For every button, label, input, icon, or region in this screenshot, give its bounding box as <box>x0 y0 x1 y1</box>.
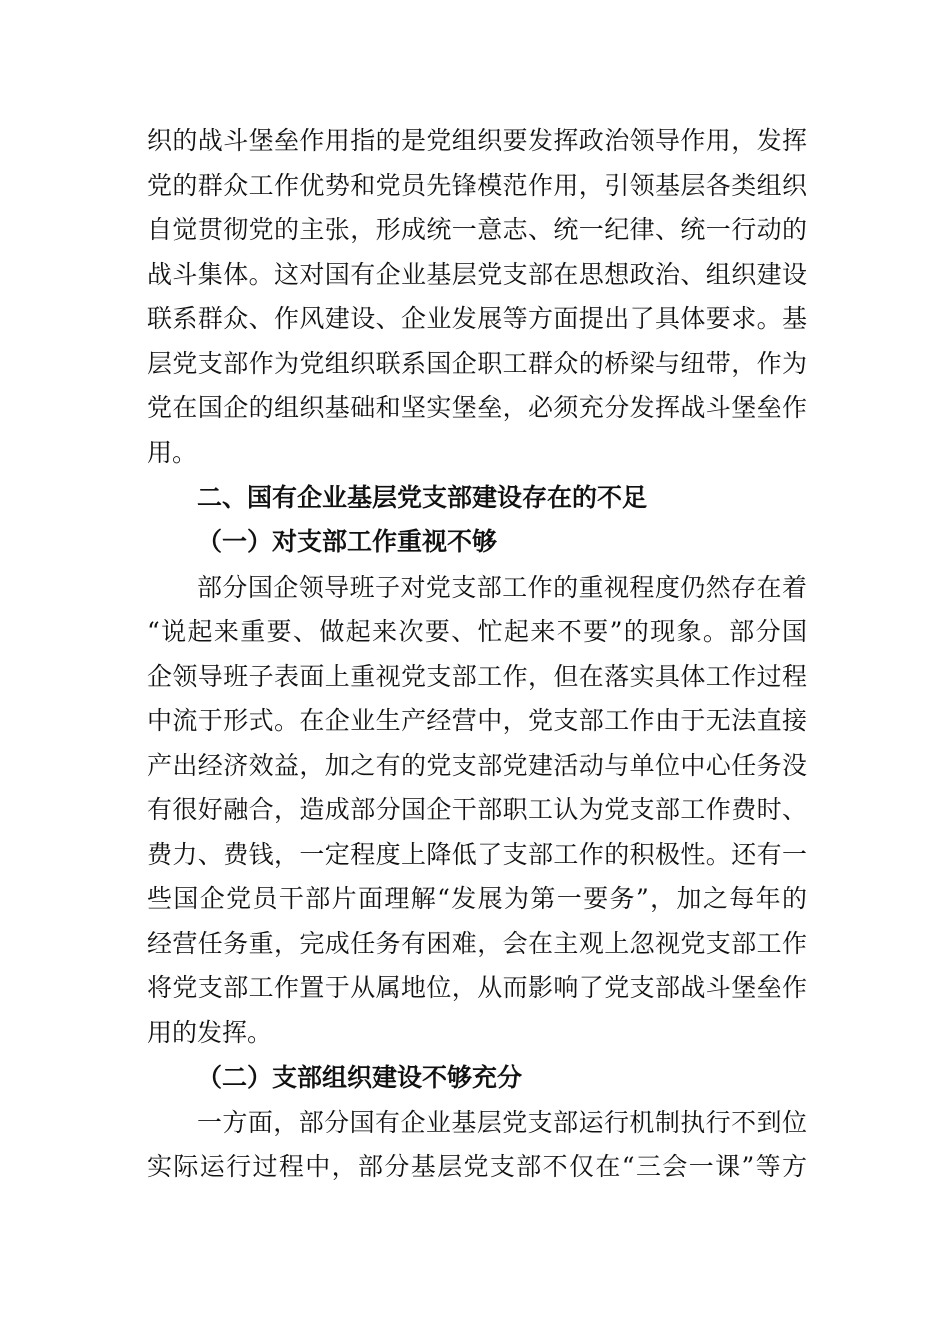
paragraph1-line-2: 党的群众工作优势和党员先锋模范作用，引领基层各类组织 <box>147 171 807 200</box>
paragraph2-line-6: 有很好融合，造成部分国企干部职工认为党支部工作费时、 <box>147 795 807 824</box>
paragraph1-line-6: 层党支部作为党组织联系国企职工群众的桥梁与纽带，作为 <box>147 349 807 378</box>
paragraph2-line-7: 费力、费钱，一定程度上降低了支部工作的积极性。还有一 <box>147 840 807 869</box>
paragraph2-line-2: “说起来重要、做起来次要、忙起来不要”的现象。部分国 <box>147 617 807 646</box>
paragraph1-line-5: 联系群众、作风建设、企业发展等方面提出了具体要求。基 <box>147 304 807 333</box>
section-heading: 二、国有企业基层党支部建设存在的不足 <box>197 483 648 512</box>
paragraph1-line-4: 战斗集体。这对国有企业基层党支部在思想政治、组织建设 <box>147 260 807 289</box>
paragraph1-line-1: 织的战斗堡垒作用指的是党组织要发挥政治领导作用，发挥 <box>147 126 807 155</box>
paragraph3-line-1: 一方面，部分国有企业基层党支部运行机制执行不到位 <box>197 1108 807 1137</box>
paragraph2-line-8: 些国企党员干部片面理解“发展为第一要务”，加之每年的 <box>147 884 807 913</box>
subheading-2: （二）支部组织建设不够充分 <box>197 1063 523 1092</box>
paragraph1-line-8: 用。 <box>147 438 198 467</box>
paragraph2-line-4: 中流于形式。在企业生产经营中，党支部工作由于无法直接 <box>147 706 807 735</box>
paragraph2-line-10: 将党支部工作置于从属地位，从而影响了党支部战斗堡垒作 <box>147 973 807 1002</box>
paragraph1-line-7: 党在国企的组织基础和坚实堡垒，必须充分发挥战斗堡垒作 <box>147 393 807 422</box>
paragraph2-line-5: 产出经济效益，加之有的党支部党建活动与单位中心任务没 <box>147 751 807 780</box>
paragraph2-line-9: 经营任务重，完成任务有困难，会在主观上忽视党支部工作 <box>147 929 807 958</box>
paragraph1-line-3: 自觉贯彻党的主张，形成统一意志、统一纪律、统一行动的 <box>147 215 807 244</box>
paragraph2-line-1: 部分国企领导班子对党支部工作的重视程度仍然存在着 <box>197 573 807 602</box>
paragraph3-line-2: 实际运行过程中，部分基层党支部不仅在“三会一课”等方 <box>147 1152 807 1181</box>
paragraph2-line-3: 企领导班子表面上重视党支部工作，但在落实具体工作过程 <box>147 662 807 691</box>
paragraph2-line-11: 用的发挥。 <box>147 1018 273 1047</box>
subheading-1: （一）对支部工作重视不够 <box>197 527 498 556</box>
